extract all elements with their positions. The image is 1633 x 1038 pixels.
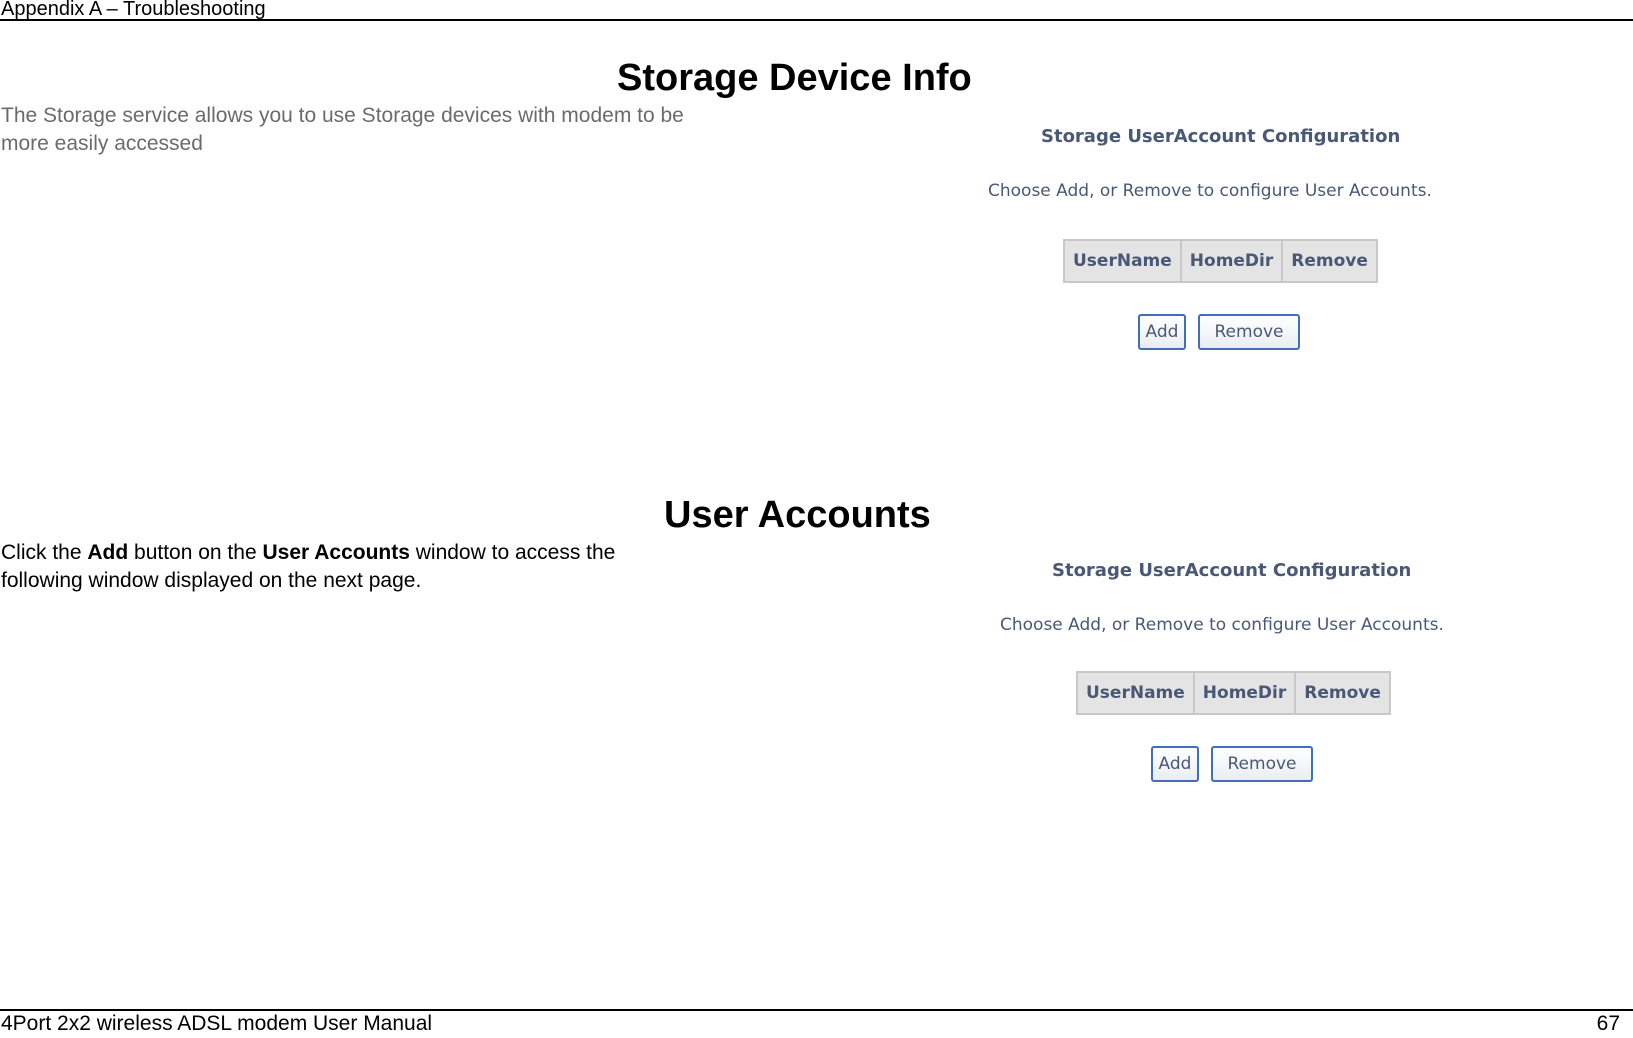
section-title-storage-device-info: Storage Device Info bbox=[617, 57, 972, 99]
footer-manual-title: 4Port 2x2 wireless ADSL modem User Manual bbox=[1, 1012, 433, 1035]
header-text: Appendix A – Troubleshooting bbox=[1, 0, 266, 20]
table-header-row bbox=[1064, 240, 1377, 282]
config-subtitle: Choose Add, or Remove to configure User Accounts. bbox=[1000, 615, 1444, 635]
column-header-homedir: HomeDir bbox=[1181, 240, 1282, 282]
remove-button[interactable]: Remove bbox=[1198, 314, 1300, 350]
column-header-remove: Remove bbox=[1295, 672, 1390, 714]
storage-description bbox=[1, 102, 684, 158]
add-button[interactable]: Add bbox=[1151, 746, 1199, 782]
user-accounts-config-screenshot bbox=[998, 552, 1488, 792]
page-number: 67 bbox=[1596, 1012, 1620, 1035]
desc-part-1: Click the bbox=[1, 541, 88, 564]
storage-config-screenshot bbox=[985, 120, 1475, 360]
desc-part-2: button on the bbox=[128, 541, 263, 564]
user-accounts-table bbox=[1063, 239, 1378, 283]
add-button[interactable]: Add bbox=[1138, 314, 1186, 350]
desc-line-2: following window displayed on the next page. bbox=[1, 569, 422, 592]
desc-bold-add: Add bbox=[87, 541, 129, 564]
section-title-user-accounts: User Accounts bbox=[664, 494, 931, 536]
page-header bbox=[0, 0, 1633, 21]
column-header-username: UserName bbox=[1064, 240, 1181, 282]
table-header-row bbox=[1077, 672, 1390, 714]
config-title: Storage UserAccount Configuration bbox=[1052, 560, 1412, 581]
user-accounts-table bbox=[1076, 671, 1391, 715]
storage-description-line1: The Storage service allows you to use Storage devices with modem to be bbox=[1, 104, 684, 127]
config-title: Storage UserAccount Configuration bbox=[1041, 126, 1401, 147]
config-subtitle: Choose Add, or Remove to configure User Accounts. bbox=[988, 181, 1432, 201]
column-header-remove: Remove bbox=[1282, 240, 1377, 282]
remove-button[interactable]: Remove bbox=[1211, 746, 1313, 782]
desc-bold-user-accounts: User Accounts bbox=[262, 541, 410, 564]
user-accounts-description bbox=[1, 539, 615, 595]
footer-divider bbox=[0, 1009, 1633, 1011]
storage-description-line2: more easily accessed bbox=[1, 132, 203, 155]
column-header-username: UserName bbox=[1077, 672, 1194, 714]
desc-part-3: window to access the bbox=[409, 541, 616, 564]
column-header-homedir: HomeDir bbox=[1194, 672, 1295, 714]
